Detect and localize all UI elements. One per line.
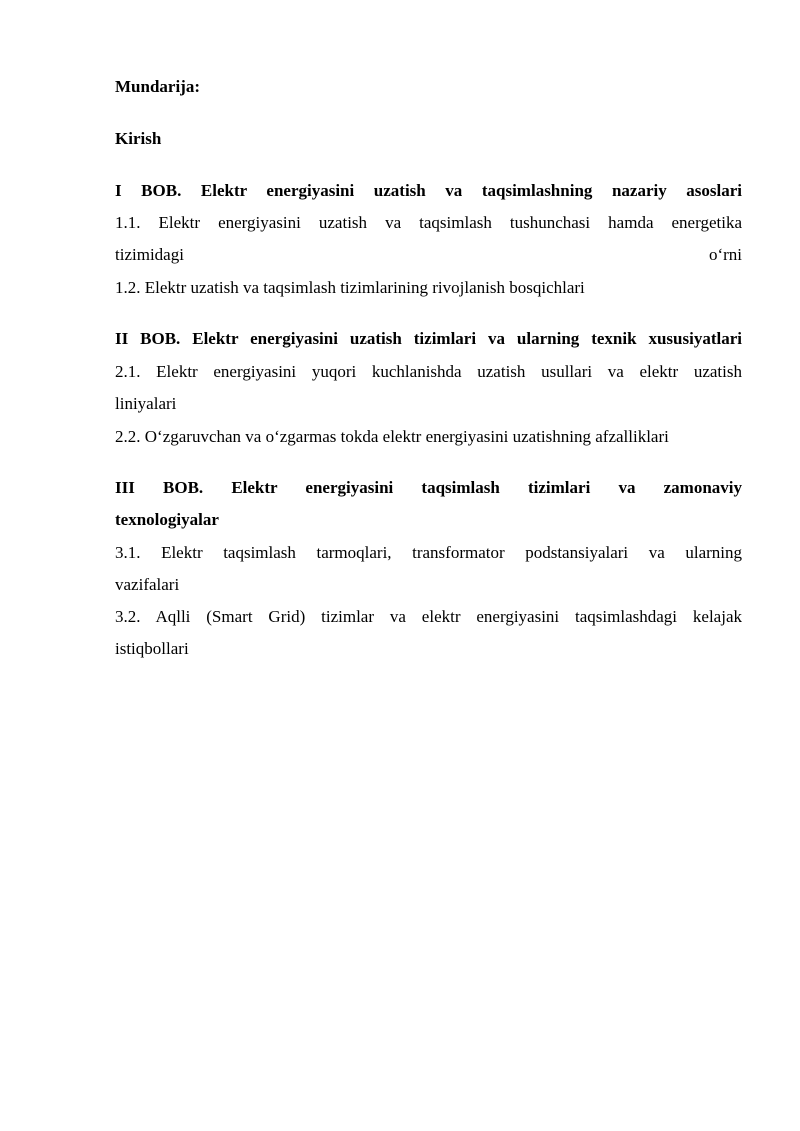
chapter-3-title-line-2: texnologiyalar — [115, 510, 219, 529]
section-3-2-line-2: istiqbollari — [115, 639, 189, 658]
chapter-1-title: I BOB. Elektr energiyasini uzatish va taqsimlashning nazariy asoslari — [115, 181, 742, 200]
section-1-1-line-2-left: tizimidagi — [115, 245, 184, 264]
section-1-1-line-1: 1.1. Elektr energiyasini uzatish va taqsimlash tushunchasi hamda energetika — [115, 213, 742, 232]
section-2-1-line-1: 2.1. Elektr energiyasini yuqori kuchlanishda uzatish usullari va elektr uzatish — [115, 362, 742, 381]
section-3-1-line-1: 3.1. Elektr taqsimlash tarmoqlari, transformator podstansiyalari va ularning — [115, 543, 742, 562]
section-1-1-line-2-right: o‘rni — [708, 245, 742, 264]
chapter-2-title: II BOB. Elektr energiyasini uzatish tizimlari va ularning texnik xususiyatlari — [115, 329, 742, 348]
toc-intro: Kirish — [115, 129, 162, 148]
section-1-2: 1.2. Elektr uzatish va taqsimlash tizimlarining rivojlanish bosqichlari — [115, 278, 585, 297]
section-1-1-line-2 — [115, 245, 742, 265]
toc-heading: Mundarija: — [115, 77, 200, 96]
section-3-2-line-1: 3.2. Aqlli (Smart Grid) tizimlar va elektr energiyasini taqsimlashdagi kelajak — [115, 607, 742, 626]
chapter-3-title-line-1: III BOB. Elektr energiyasini taqsimlash tizimlari va zamonaviy — [115, 478, 742, 497]
section-2-1-line-2: liniyalari — [115, 394, 177, 413]
section-3-1-line-2: vazifalari — [115, 575, 180, 594]
section-2-2: 2.2. O‘zgaruvchan va o‘zgarmas tokda elektr energiyasini uzatishning afzalliklari — [115, 427, 669, 446]
